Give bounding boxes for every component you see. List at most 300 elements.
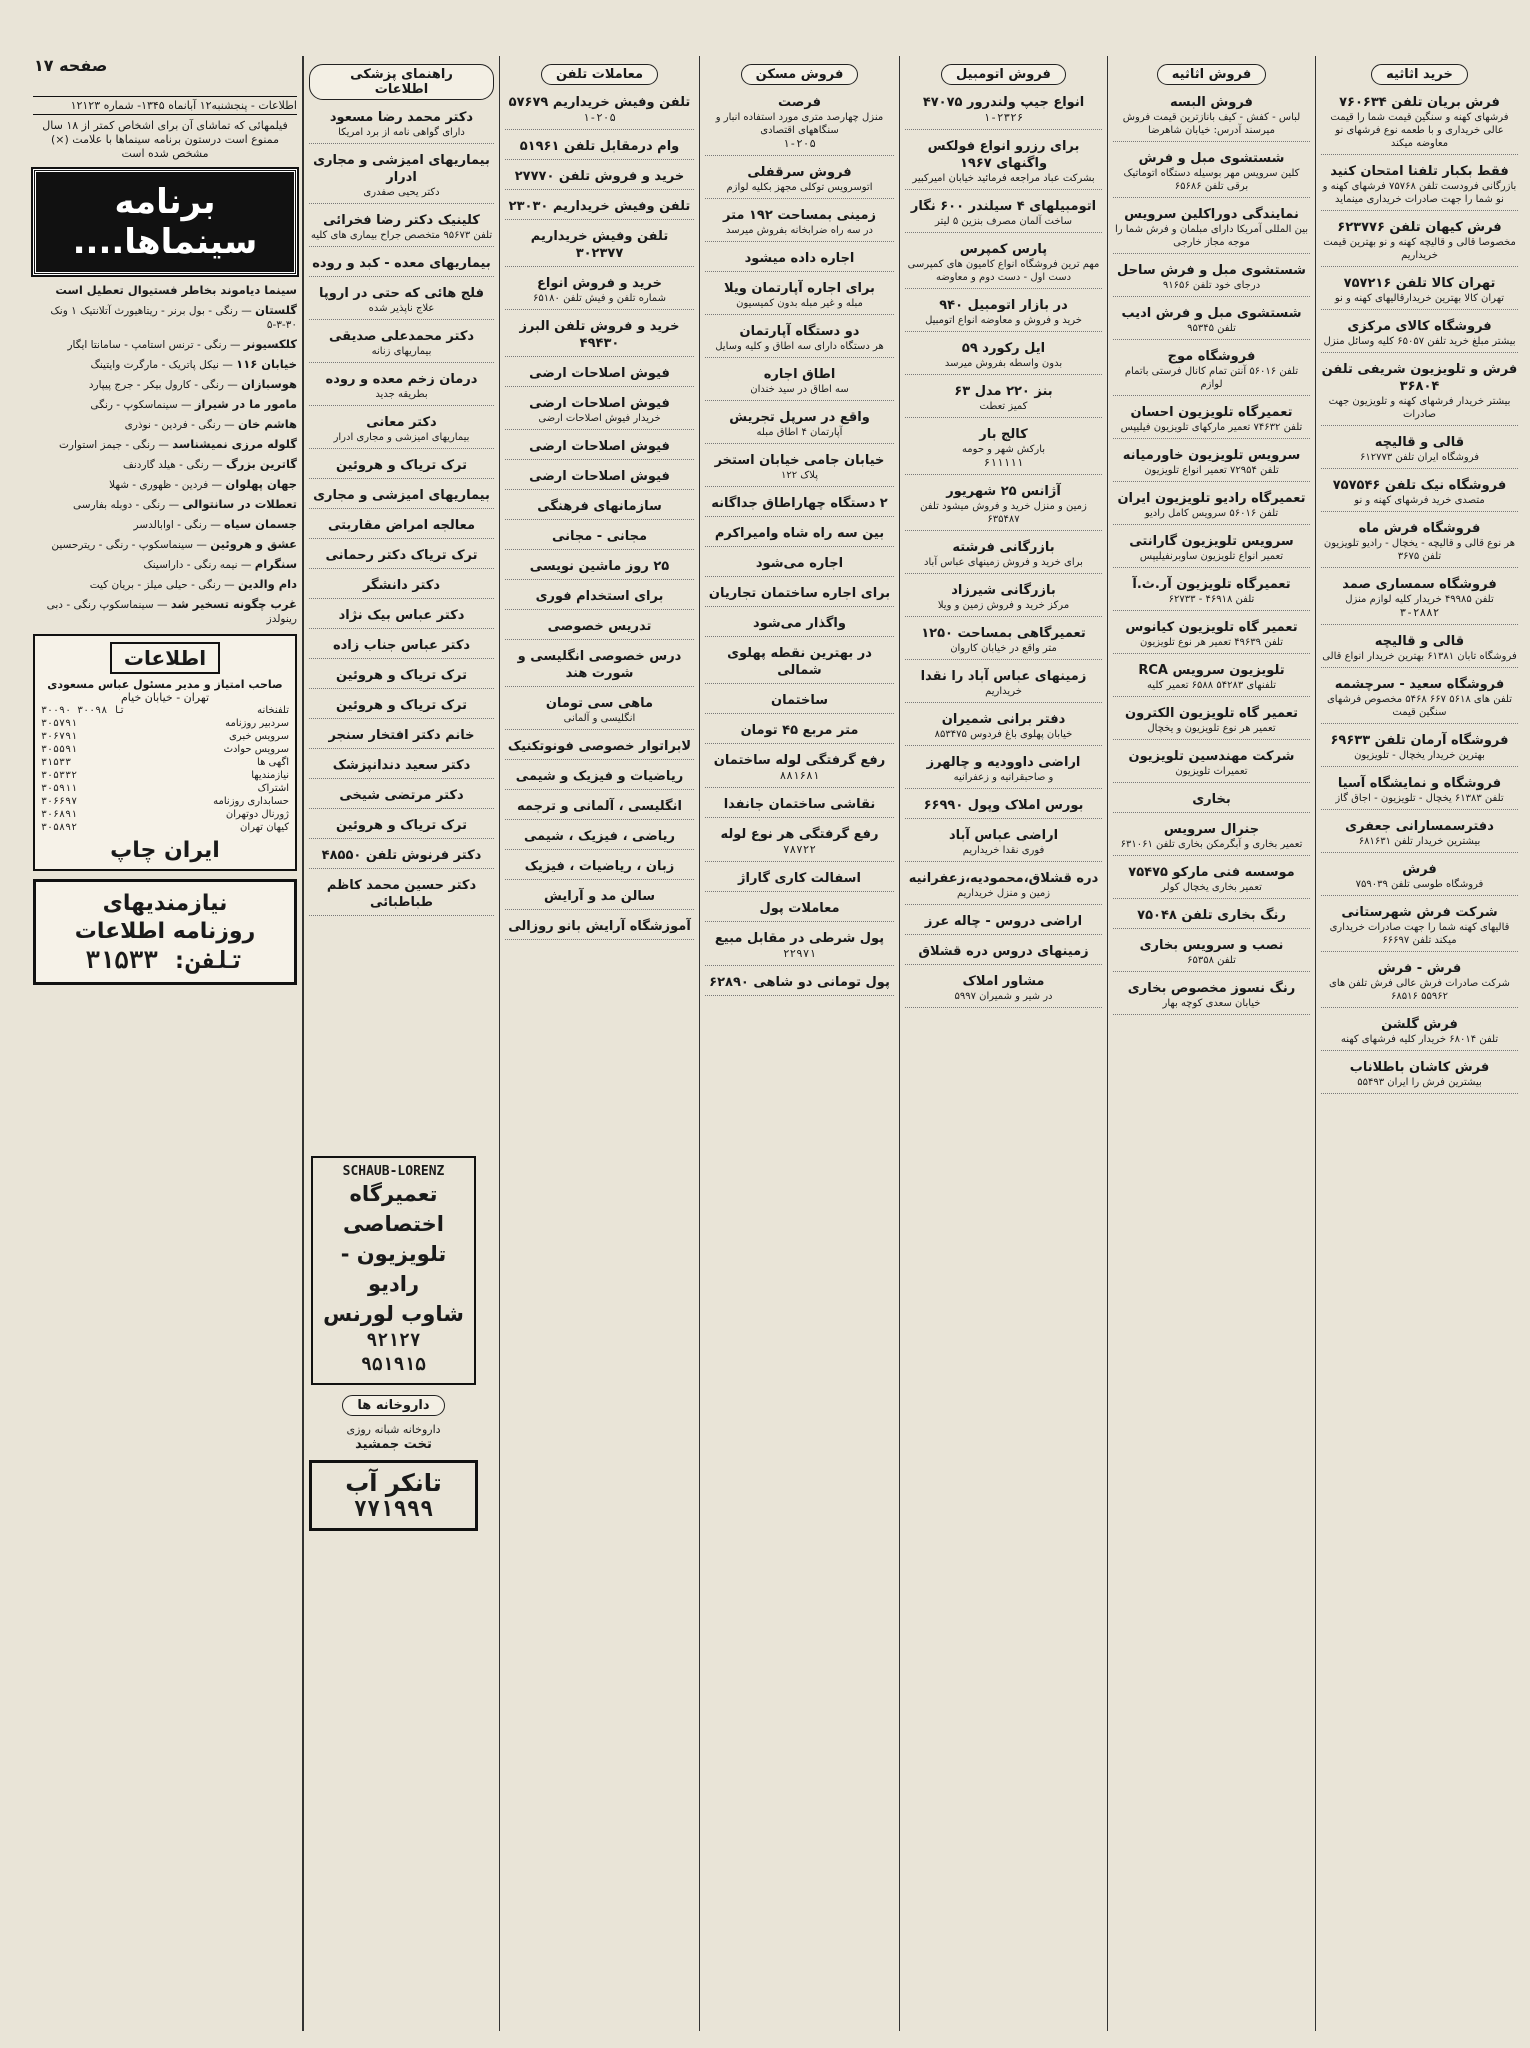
ad-title: فروشگاه فرش ماه bbox=[1358, 521, 1481, 536]
schaub-phone2: ۹۵۱۹۱۵ bbox=[360, 1354, 427, 1375]
classified-ad bbox=[705, 796, 894, 818]
classified-ad bbox=[505, 438, 694, 460]
cinema-listing: جهان پهلوان — فردین - ظهوری - شهلا bbox=[109, 477, 297, 491]
ad-body: قالیهای کهنه شما را جهت صادرات خریداری میکند تلفن ۶۶۶۹۷ bbox=[1329, 922, 1510, 946]
phone-label: سردبیر روزنامه bbox=[225, 718, 289, 729]
classified-ad bbox=[905, 198, 1102, 233]
ad-body: هر دستگاه دارای سه اطاق و کلیه وسایل bbox=[715, 341, 884, 352]
ad-title: رفع گرفتگی هر نوع لوله bbox=[720, 827, 879, 842]
classified-ad bbox=[309, 517, 494, 539]
ad-body: مرکز خرید و فروش زمین و ویلا bbox=[937, 600, 1070, 611]
phone-row bbox=[41, 730, 289, 743]
ad-title: تلفن وفیش خریداریم ۳۰۲۳۷۷ bbox=[530, 229, 669, 261]
classified-ad bbox=[1321, 676, 1518, 724]
ad-title: مجانی - مجانی bbox=[551, 529, 648, 544]
film-details: رنگی - ترنس استامپ - سامانتا ایگار bbox=[67, 339, 227, 351]
ad-body: بشرکت عباد مراجعه فرمائید خیابان امیرکبیر bbox=[912, 173, 1095, 184]
classified-ad bbox=[1321, 960, 1518, 1008]
phone-label: ژورنال دوتهران bbox=[225, 809, 289, 820]
classified-ad bbox=[505, 888, 694, 910]
classified-ad bbox=[309, 328, 494, 363]
ad-title: ترک تریاک و هروئین bbox=[335, 668, 468, 683]
classified-ad bbox=[309, 787, 494, 809]
ad-title: فروشگاه کالای مرکزی bbox=[1347, 319, 1492, 334]
ad-title: بیماریهای امیزشی و مجاری bbox=[313, 488, 490, 503]
ad-title: واگذار می‌شود bbox=[753, 616, 846, 631]
ad-title: اراضی داوودیه و چالهرز bbox=[926, 755, 1081, 770]
ad-title: فروشگاه نیک تلفن ۷۵۷۵۴۶ bbox=[1332, 478, 1507, 493]
phone-value: ۳۰۵۳۳۲ bbox=[41, 770, 78, 781]
classified-ad bbox=[1113, 348, 1310, 396]
ad-title: رنگ بخاری تلفن ۷۵۰۴۸ bbox=[1137, 908, 1286, 923]
ad-body: تلفن ۴۹۹۸۵ خریدار کلیه لوازم منزل bbox=[1345, 594, 1494, 605]
ad-body: تلفنهای ۵۴۲۸۳ ۶۵۸۸ تعمیر کلیه bbox=[1146, 680, 1277, 691]
film-details: سینماسکوپ رنگی - دبی رینولدز bbox=[46, 599, 297, 625]
press-name: ایران چاپ bbox=[110, 838, 220, 863]
phone-label: کیهان تهران bbox=[240, 822, 289, 833]
classified-ad bbox=[1321, 904, 1518, 952]
column-cinema bbox=[28, 56, 303, 2031]
phone-label: اشتراک bbox=[257, 783, 289, 794]
classified-ad bbox=[1113, 821, 1310, 856]
ad-body: بدون واسطه بفروش میرسد bbox=[944, 358, 1063, 369]
ad-title: وام درمقابل تلفن ۵۱۹۶۱ bbox=[519, 139, 680, 154]
ad-body: تلفن ۴۶۹۱۸ - ۶۲۷۳۳ bbox=[1168, 594, 1255, 605]
ad-phone: ۱-۲۰۵ bbox=[782, 137, 817, 150]
film-title: کلکسیونر bbox=[243, 337, 297, 351]
classified-ad bbox=[705, 645, 894, 684]
classified-ad bbox=[1113, 404, 1310, 439]
ad-title: فروشگاه آرمان تلفن ۶۹۶۳۳ bbox=[1330, 733, 1509, 748]
ad-body: تلفن ۹۵۳۴۵ bbox=[1187, 323, 1236, 334]
film-title: سینما دیاموند بخاطر فستیوال تعطیل است bbox=[55, 283, 297, 297]
film-title: جهان پهلوان bbox=[225, 477, 297, 491]
classified-ad bbox=[309, 487, 494, 509]
classified-ad bbox=[905, 973, 1102, 1008]
ad-title: تعمیرگاه تلویزیون احسان bbox=[1130, 405, 1293, 420]
ad-title: شستشوی مبل و فرش ادیب bbox=[1121, 306, 1302, 321]
classified-ad bbox=[705, 900, 894, 922]
classified-ad bbox=[705, 323, 894, 358]
ad-title: موسسه فنی مارکو ۷۵۴۷۵ bbox=[1128, 865, 1295, 880]
ad-body: درجای خود تلفن ۹۱۶۵۶ bbox=[1162, 280, 1261, 291]
ad-phone: ۳-۲۸۸۲ bbox=[1399, 606, 1440, 619]
ad-body: تلفن ۶۱۳۸۳ یخچال - تلویزیون - اجاق گاز bbox=[1335, 793, 1504, 804]
classified-ad bbox=[1113, 980, 1310, 1015]
phone-value: ۳۰۶۷۹۱ bbox=[41, 731, 78, 742]
ad-title: فروشگاه و نمایشگاه آسیا bbox=[1337, 776, 1502, 791]
classified-ad bbox=[1113, 705, 1310, 740]
ad-title: ۲۵ روز ماشین نویسی bbox=[529, 559, 670, 574]
ad-title: بخاری bbox=[1192, 792, 1231, 807]
ad-title: تعمیرگاه رادیو تلویزیون ایران bbox=[1117, 491, 1306, 506]
schaub-line1: تعمیرگاه اختصاصی bbox=[342, 1182, 445, 1236]
classified-ad bbox=[1113, 937, 1310, 972]
classified-ad bbox=[505, 395, 694, 430]
cinema-listing: گلوله مرزی نمیشناسد — رنگی - جیمز استوارت bbox=[59, 437, 297, 451]
ad-title: شستشوی مبل و فرش ساحل bbox=[1117, 263, 1306, 278]
classified-ad bbox=[1321, 219, 1518, 267]
film-title: مامور ما در شیراز bbox=[194, 397, 297, 411]
classified-ad bbox=[1321, 732, 1518, 767]
schaub-line3: شاوب لورنس bbox=[323, 1302, 464, 1326]
phone-row bbox=[41, 704, 289, 717]
ad-body: خیابان پهلوی باغ فردوس ۸۵۳۴۷۵ bbox=[934, 729, 1073, 740]
ad-title: دکتر معانی bbox=[366, 415, 437, 430]
column-ads-left bbox=[303, 1146, 483, 2031]
classified-ad bbox=[705, 164, 894, 199]
classified-ad bbox=[905, 483, 1102, 531]
ad-title: کلینیک دکتر رضا فخرائی bbox=[323, 213, 480, 228]
classified-ad bbox=[905, 138, 1102, 190]
classified-ad bbox=[309, 547, 494, 569]
classified-ad bbox=[309, 371, 494, 406]
column-sell-cars bbox=[899, 56, 1107, 2031]
classified-ad bbox=[1321, 477, 1518, 512]
classified-ad bbox=[505, 528, 694, 550]
ad-body: کمیز تعطت bbox=[979, 401, 1028, 412]
ad-title: بورس املاک وپول ۶۶۹۹۰ bbox=[923, 798, 1084, 813]
column-phone-trade bbox=[499, 56, 699, 2031]
ad-title: دره قشلاق،محمودیه،زعفرانیه bbox=[908, 871, 1099, 886]
ad-title: قالی و قالیچه bbox=[1374, 435, 1465, 450]
phone-value: ۳۰۶۶۹۷ bbox=[41, 796, 78, 807]
ad-body: آپارتمان ۴ اطاق مبله bbox=[756, 427, 843, 438]
film-title: غرب چگونه تسخیر شد bbox=[170, 597, 297, 611]
ad-title: قالی و قالیچه bbox=[1374, 634, 1465, 649]
ettelaat-phone-list bbox=[41, 704, 289, 834]
film-details: رنگی - هیلد گاردنف bbox=[123, 459, 209, 471]
ad-title: آموزشگاه آرایش بانو روزالی bbox=[508, 919, 691, 934]
film-details: سینماسکوپ - رنگی - ریترحسین bbox=[51, 539, 194, 551]
ad-body: تهران کالا بهترین خریدارقالیهای کهنه و نو bbox=[1334, 293, 1505, 304]
classified-ad bbox=[1321, 275, 1518, 310]
ad-title: خیابان جامی خیابان استخر bbox=[714, 453, 885, 468]
ad-title: خانم دکتر افتخار سنجر bbox=[328, 728, 475, 743]
film-title: تعطلات در سانتوالی bbox=[182, 497, 297, 511]
ad-title: نصب و سرویس بخاری bbox=[1139, 938, 1284, 953]
ad-body: مهم ترین فروشگاه انواع کامیون های کمپرسی دست اول - دست دوم و معاوضه bbox=[907, 259, 1100, 283]
ad-title: اسفالت کاری گاراژ bbox=[738, 871, 861, 886]
schaub-line2: تلویزیون - رادیو bbox=[340, 1242, 447, 1296]
ad-body: اتوسرویس توکلی مجهز بکلیه لوازم bbox=[726, 182, 873, 193]
ad-body: هر نوع قالی و قالیچه - یخچال - رادیو تلویزیون تلفن ۳۶۷۵ bbox=[1323, 538, 1516, 562]
film-title: خیابان ۱۱۶ bbox=[236, 357, 297, 371]
classified-ad bbox=[1321, 434, 1518, 469]
ad-title: تلفن وفیش خریداریم ۲۳۰۳۰ bbox=[508, 199, 691, 214]
ad-title: تعمیرگاه تلویزیون آر.ث.آ bbox=[1132, 577, 1291, 592]
ad-title: برای اجاره ساختمان تجاریان bbox=[708, 586, 891, 601]
phone-row bbox=[41, 769, 289, 782]
classified-ad bbox=[505, 828, 694, 850]
classified-ad bbox=[1113, 907, 1310, 929]
classified-ad bbox=[505, 275, 694, 310]
ad-title: اتومبیلهای ۴ سیلندر ۶۰۰ نگار bbox=[910, 199, 1097, 214]
ad-title: فرصت bbox=[778, 95, 821, 110]
ad-body: بطریقه جدید bbox=[375, 389, 428, 400]
classified-ad bbox=[505, 498, 694, 520]
ad-body: بیشترین خریدار تلفن ۶۸۱۶۳۱ bbox=[1358, 836, 1481, 847]
ad-title: ترک تریاک و هروئین bbox=[335, 458, 468, 473]
ad-title: دکتر محمدعلی صدیقی bbox=[328, 329, 475, 344]
classified-ad bbox=[705, 366, 894, 401]
ad-body: تلفن ۵۶۰۱۶ آنتن تمام کانال فرستی باتمام لوازم bbox=[1124, 366, 1299, 390]
ettelaat-owner: صاحب امتیاز و مدیر مسئول عباس مسعودی bbox=[47, 678, 283, 691]
ad-title: واقع در سرپل تجریش bbox=[729, 410, 870, 425]
section-header: معاملات تلفن bbox=[541, 64, 658, 85]
ad-title: فرش بریان تلفن ۷۶۰۶۳۴ bbox=[1339, 95, 1500, 110]
ad-title: ریاضیات و فیزیک و شیمی bbox=[515, 769, 684, 784]
classified-ad bbox=[505, 198, 694, 220]
ad-title: اراضی عباس آباد bbox=[948, 828, 1059, 843]
cinema-listing: گلستان — رنگی - بول برنر - ریتاهیورث آتلانتیک ۱ ونک ۳۰-۳-۵ bbox=[50, 303, 297, 331]
ad-body: تعمیرات تلویزیون bbox=[1175, 766, 1248, 777]
ad-body: مخصوصا قالی و قالیچه کهنه و نو بهترین قیمت خریداریم bbox=[1323, 237, 1516, 261]
classified-ad bbox=[705, 585, 894, 607]
ad-title: ساختمان bbox=[770, 693, 829, 708]
cinema-listing: جسمان سیاه — رنگی - اوابالدسر bbox=[133, 517, 297, 531]
classified-ad bbox=[505, 918, 694, 940]
ad-body: تعمیر هر نوع تلویزیون و یخچال bbox=[1147, 723, 1276, 734]
ad-title: فروشگاه سعید - سرچشمه bbox=[1334, 677, 1505, 692]
phone-label: تلفنخانه bbox=[257, 705, 289, 716]
classified-ad bbox=[1113, 662, 1310, 697]
ad-body: فروشگاه طوسی تلفن ۷۵۹۰۳۹ bbox=[1355, 879, 1484, 890]
ad-body: ساخت آلمان مصرف بنزین ۵ لیتر bbox=[935, 216, 1072, 227]
cinema-listing: خیابان ۱۱۶ — نیکل پاتریک - مارگرت وایتینگ bbox=[90, 357, 297, 371]
ad-title: اجاره داده میشود bbox=[744, 251, 855, 266]
ad-body: زمین و منزل خرید و فروش میشود تلفن ۶۳۵۴۸۷ bbox=[920, 501, 1087, 525]
classified-ad bbox=[505, 798, 694, 820]
film-title: گاترین بزرگ bbox=[225, 457, 297, 471]
ad-body: زمین و منزل خریداریم bbox=[956, 888, 1051, 899]
ad-title: ریاضی ، فیزیک ، شیمی bbox=[524, 829, 675, 844]
ad-body: خیابان سعدی کوچه بهار bbox=[1162, 998, 1261, 1009]
ad-title: معالجه امراض مقاربتی bbox=[327, 518, 476, 533]
cinema-listing bbox=[33, 283, 297, 298]
ad-body: خریدار فیوش اصلاحات ارضی bbox=[538, 413, 661, 424]
cinema-listing: کلکسیونر — رنگی - ترنس استامپ - سامانتا ایگار bbox=[67, 337, 297, 351]
cinema-listing: سنگرام — نیمه رنگی - داراسینک bbox=[143, 557, 297, 571]
phone-value: ۳۱۵۳۳ bbox=[41, 757, 72, 768]
classified-ad bbox=[1321, 318, 1518, 353]
phone-label: نیازمندیها bbox=[251, 770, 289, 781]
film-title: دام والدین bbox=[238, 577, 297, 591]
classified-ad bbox=[705, 495, 894, 517]
classified-ad bbox=[309, 109, 494, 144]
ad-title: برای استخدام فوری bbox=[535, 589, 664, 604]
classified-ad bbox=[309, 414, 494, 449]
ad-body: تلفن ۶۵۳۵۸ bbox=[1187, 955, 1236, 966]
classified-ad bbox=[505, 138, 694, 160]
pharmacy-line1: داروخانه شبانه روزی bbox=[346, 1423, 441, 1436]
film-details: رنگی - کارول بیکر - جرج پیپارد bbox=[88, 379, 224, 391]
film-details: فردین - ظهوری - شهلا bbox=[109, 479, 209, 491]
classified-ad bbox=[309, 255, 494, 277]
classified-ad bbox=[505, 588, 694, 610]
classified-ad bbox=[1321, 94, 1518, 155]
ad-body: بیشترین فرش را ایران ۵۵۴۹۳ bbox=[1357, 1077, 1482, 1088]
classified-ad bbox=[1321, 1059, 1518, 1094]
cinema-listing: مامور ما در شیراز — سینماسکوپ - رنگی bbox=[90, 397, 297, 411]
ad-title: فرش کاشان باطلاناب bbox=[1349, 1060, 1490, 1075]
ad-title: دفترسمسارانی جعفری bbox=[1345, 819, 1494, 834]
ad-body: لباس - کفش - کیف بانازترین قیمت فروش میرسند آدرس: خیابان شاهرضا bbox=[1122, 112, 1301, 136]
classified-ad bbox=[705, 930, 894, 966]
classifieds-line2: روزنامه اطلاعات bbox=[74, 919, 256, 944]
classified-ad bbox=[309, 847, 494, 869]
ad-title: زمینهای عباس آباد را نقدا bbox=[920, 669, 1087, 684]
ad-title: درس خصوصی انگلیسی و شورت هند bbox=[517, 649, 682, 681]
ad-title: اراضی دروس - چاله عرز bbox=[924, 914, 1083, 929]
ad-title: دو دستگاه آپارتمان bbox=[739, 324, 860, 339]
classified-ad bbox=[1321, 520, 1518, 568]
classified-ad bbox=[505, 228, 694, 267]
phone-value: ۳۰۵۵۹۱ bbox=[41, 744, 78, 755]
classified-ad bbox=[309, 727, 494, 749]
film-title: هاشم خان bbox=[237, 417, 297, 431]
ad-phone: ۸۸۱۶۸۱ bbox=[779, 769, 820, 782]
schaub-lorenz-ad bbox=[311, 1156, 476, 1385]
classified-ad bbox=[705, 826, 894, 862]
ad-title: ترک تریاک و هروئین bbox=[335, 698, 468, 713]
cinema-listing: دام والدین — رنگی - حیلی میلز - بریان کیت bbox=[89, 577, 297, 591]
ad-title: خرید و فروش تلفن البرز ۴۹۴۳۰ bbox=[519, 319, 680, 351]
classified-ad bbox=[309, 457, 494, 479]
ad-body: و صاحبقرانیه و زعفرانیه bbox=[953, 772, 1054, 783]
column-sell-housing bbox=[699, 56, 899, 2031]
ad-body: بارکش شهر و حومه bbox=[961, 444, 1046, 455]
ad-title: فیوش اصلاحات ارضی bbox=[529, 469, 670, 484]
classified-ad bbox=[905, 297, 1102, 332]
ad-title: بنز ۲۲۰ مدل ۶۳ bbox=[954, 384, 1053, 399]
classified-ad bbox=[1321, 361, 1518, 426]
classified-ad bbox=[905, 913, 1102, 935]
ad-title: ترک تریاک دکتر رحمانی bbox=[325, 548, 478, 563]
ad-title: ترک تریاک و هروئین bbox=[335, 818, 468, 833]
classified-ad bbox=[1321, 633, 1518, 668]
ad-body: دکتر یحیی صفدری bbox=[363, 187, 440, 198]
phone-row bbox=[41, 808, 289, 821]
cinema-listing: هوسبازان — رنگی - کارول بیکر - جرج پیپارد bbox=[88, 377, 297, 391]
ettelaat-info-box bbox=[33, 634, 297, 871]
classified-ad bbox=[905, 539, 1102, 574]
ad-title: خرید و فروش انواع bbox=[537, 276, 662, 291]
classified-ad bbox=[505, 768, 694, 790]
ad-title: فرش - فرش bbox=[1377, 961, 1462, 976]
ad-title: ایل رکورد ۵۹ bbox=[961, 341, 1046, 356]
ad-body: بیماریهای امیزشی و مجاری ادرار bbox=[333, 432, 470, 443]
classified-ad bbox=[905, 711, 1102, 746]
classified-ad bbox=[505, 468, 694, 490]
ad-phone: ۶۱۱۱۱۱ bbox=[983, 456, 1024, 469]
ad-body: برای خرید و فروش زمینهای عباس آباد bbox=[924, 557, 1083, 568]
page-number: صفحه ۱۷ bbox=[34, 56, 108, 75]
ad-title: کالج بار bbox=[979, 427, 1028, 442]
film-details: رنگی - اوابالدسر bbox=[133, 519, 207, 531]
section-header: راهنمای پزشکی اطلاعات bbox=[309, 64, 494, 100]
phone-row bbox=[41, 717, 289, 730]
classified-ad bbox=[309, 637, 494, 659]
classified-ad bbox=[505, 94, 694, 130]
ad-title: جنرال سرویس bbox=[1163, 822, 1260, 837]
ad-body: فروشگاه تابان ۶۱۳۸۱ بهترین خریدار انواع قالی bbox=[1322, 651, 1517, 662]
classified-ad bbox=[705, 250, 894, 272]
classified-ad bbox=[1113, 748, 1310, 783]
ad-title: فیوش اصلاحات ارضی bbox=[529, 366, 670, 381]
ad-title: ماهی سی تومان bbox=[545, 696, 654, 711]
classified-ad bbox=[1321, 861, 1518, 896]
ad-title: برای رزرو انواع فولکس واگنهای ۱۹۶۷ bbox=[927, 139, 1080, 171]
ad-phone: ۱-۲۰۵ bbox=[582, 111, 617, 124]
schaub-brand: SCHAUB-LORENZ bbox=[342, 1164, 445, 1179]
classified-ad bbox=[309, 757, 494, 779]
ad-body: بهترین خریدار یخچال - تلویزیون bbox=[1354, 750, 1485, 761]
ad-body: خریداریم bbox=[985, 686, 1022, 697]
section-header: خرید اثاثیه bbox=[1371, 64, 1468, 85]
classified-ad bbox=[1113, 447, 1310, 482]
ad-title: فروشگاه موج bbox=[1167, 349, 1256, 364]
ad-title: فرش کیهان تلفن ۶۲۳۷۷۶ bbox=[1337, 220, 1502, 235]
section-header: فروش اتومبیل bbox=[941, 64, 1066, 85]
pharmacy-header: داروخانه ها bbox=[342, 1395, 444, 1416]
film-details: سینماسکوپ - رنگی bbox=[90, 399, 178, 411]
cinema-list bbox=[33, 283, 297, 626]
ad-body: منزل چهارصد متری مورد استفاده انبار و سنگاههای اقتصادی bbox=[715, 112, 884, 136]
classified-ad bbox=[1113, 94, 1310, 142]
ad-body: فروشگاه ایران تلفن ۶۱۲۷۷۳ bbox=[1359, 452, 1480, 463]
ad-title: نقاشی ساختمان جانفدا bbox=[723, 797, 876, 812]
ad-title: دکتر مرتضی شیخی bbox=[339, 788, 464, 803]
ad-title: پول تومانی دو شاهی ۶۲۸۹۰ bbox=[709, 975, 890, 990]
section-header: فروش اثاثیه bbox=[1157, 64, 1266, 85]
classified-ad bbox=[1321, 775, 1518, 810]
ad-title: بازرگانی فرشته bbox=[952, 540, 1055, 555]
ad-body: فوری نقدا خریداریم bbox=[962, 845, 1045, 856]
classified-ad bbox=[905, 870, 1102, 905]
film-details: رنگی - جیمز استوارت bbox=[59, 439, 156, 451]
classified-ad bbox=[1113, 490, 1310, 525]
ettelaat-logo: اطلاعات bbox=[110, 642, 220, 674]
ad-title: دکتر فرنوش تلفن ۴۸۵۵۰ bbox=[321, 848, 482, 863]
classified-ad bbox=[505, 168, 694, 190]
tanker-title: تانکر آب bbox=[345, 1469, 442, 1497]
ad-body: شرکت صادرات فرش عالی فرش تلفن های ۵۵۹۶۲ ۶۸۵۱۶ bbox=[1329, 978, 1510, 1002]
ad-title: بیماریهای معده - کبد و روده bbox=[312, 256, 491, 271]
classified-ad bbox=[1321, 576, 1518, 625]
issue-date: اطلاعات - پنجشنبه۱۲ آبانماه ۱۳۴۵- شماره ۱۲۱۲۳ bbox=[33, 96, 297, 115]
ad-phone: ۲۲۹۷۱ bbox=[782, 947, 817, 960]
classified-ad bbox=[705, 452, 894, 487]
tanker-phone: ۷۷۱۹۹۹ bbox=[353, 1497, 434, 1522]
phone-value: ۳۰۵۸۹۲ bbox=[41, 822, 78, 833]
ad-title: دکتر دانشگر bbox=[362, 578, 441, 593]
classified-ad bbox=[905, 426, 1102, 475]
phone-row bbox=[41, 782, 289, 795]
film-title: عشق و هروئین bbox=[210, 537, 297, 551]
ad-title: انواع جیپ ولندرور ۴۷۰۷۵ bbox=[922, 95, 1085, 110]
ad-title: دکتر عباس بیک نژاد bbox=[338, 608, 465, 623]
schaub-phone1: ۹۲۱۲۷ bbox=[366, 1330, 421, 1351]
classified-ad bbox=[505, 695, 694, 730]
phone-value: ۳۰۵۷۹۱ bbox=[41, 718, 78, 729]
classifieds-line1: نیازمندیهای bbox=[102, 891, 228, 916]
film-details: نیمه رنگی - داراسینک bbox=[143, 559, 238, 571]
phone-row bbox=[41, 756, 289, 769]
classified-ad bbox=[705, 409, 894, 444]
ad-title: متر مربع ۴۵ تومان bbox=[740, 723, 859, 738]
classifieds-box bbox=[33, 879, 297, 985]
